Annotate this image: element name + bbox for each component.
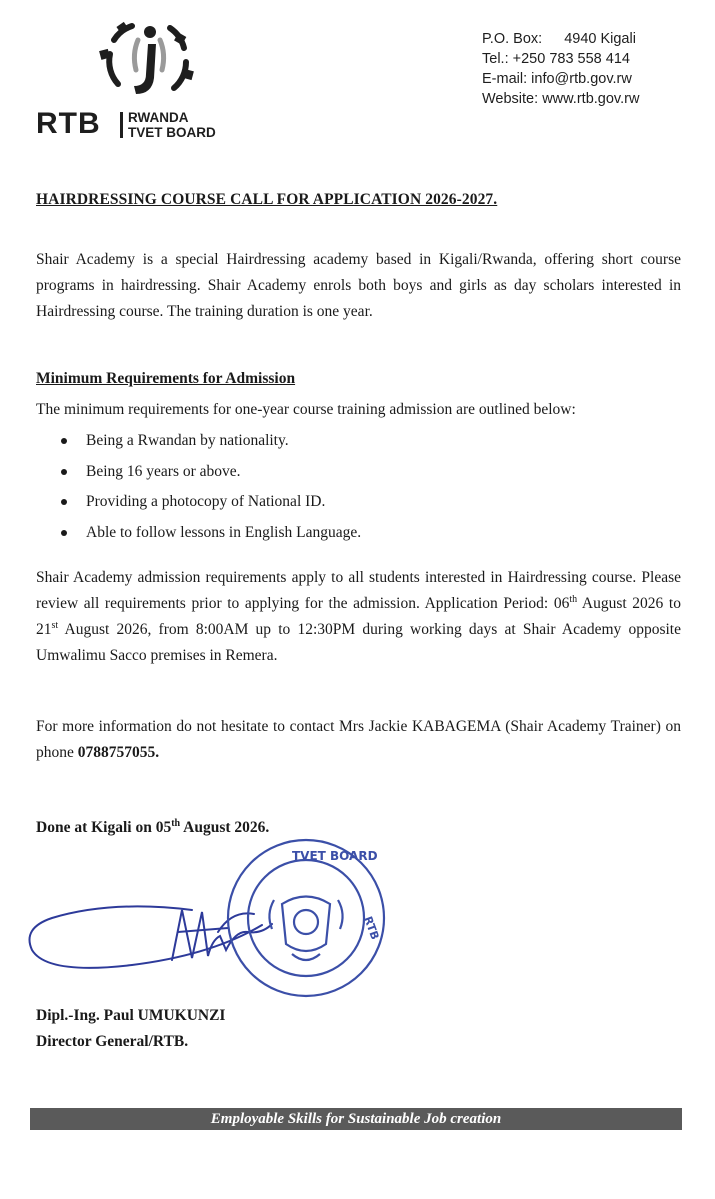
- stamp-side-text: RTB: [361, 914, 382, 942]
- requirement-text: Being 16 years or above.: [86, 462, 241, 480]
- period-rest: August 2026, from 8:00AM up to 12:30PM during working days at Shair Academy opposite Umwalimu Sacco premises in Remera.: [36, 621, 681, 664]
- contact-text: For more information do not hesitate to contact Mrs Jackie KABAGEMA (Shair Academy Trainer) on phone: [36, 718, 681, 761]
- done-sup: th: [171, 817, 181, 829]
- rtb-logo: [36, 14, 246, 140]
- logo-subtitle-line2: TVET BOARD: [128, 125, 216, 140]
- website-label: Website:: [482, 91, 539, 107]
- tel-value: +250 783 558 414: [512, 51, 630, 67]
- email-label: E-mail:: [482, 71, 528, 87]
- period-sup-start: th: [569, 593, 578, 605]
- done-suffix: August 2026.: [180, 819, 270, 836]
- logo-subtitle-line1: RWANDA: [128, 110, 189, 125]
- logo-subtitle: [128, 110, 216, 140]
- tel-label: Tel.:: [482, 51, 509, 67]
- contact-tel: [482, 49, 639, 69]
- contact-website: [482, 89, 639, 109]
- gear-person-logo-icon: [88, 14, 198, 110]
- pobox-label: P.O. Box:: [482, 31, 543, 47]
- bullet-icon: [61, 438, 67, 444]
- requirement-text: Providing a photocopy of National ID.: [86, 493, 326, 510]
- requirements-intro: The minimum requirements for one-year course training admission are outlined below:: [36, 401, 576, 418]
- contact-block: [482, 29, 639, 109]
- contact-phone: 0788757055.: [77, 744, 160, 761]
- list-item: [36, 520, 361, 551]
- list-item: [36, 459, 361, 490]
- signer-block: [36, 1003, 225, 1055]
- done-prefix: Done at Kigali on 05: [36, 819, 172, 836]
- requirement-text: Being a Rwandan by nationality.: [86, 432, 289, 449]
- footer-slogan: Employable Skills for Sustainable Job creation: [210, 1111, 502, 1127]
- intro-paragraph: Shair Academy is a special Hairdressing academy based in Kigali/Rwanda, offering short course programs in hairdressing. Shair Academy enrols both boys and girls as day scholars interested in Hairdressing course. The training duration is one year.: [36, 251, 681, 320]
- list-item: [36, 489, 361, 520]
- requirements-list: [36, 428, 361, 550]
- contact-email: [482, 69, 639, 89]
- period-sup-end: st: [51, 619, 59, 631]
- list-item: [36, 428, 361, 459]
- admission-note: Shair Academy admission requirements apply to all students interested in Hairdressing course. Please review all requirements prior to applying for the admission.: [36, 569, 681, 612]
- email-value[interactable]: info@rtb.gov.rw: [531, 71, 632, 87]
- footer-slogan-bar: [30, 1108, 682, 1130]
- document-title: HAIRDRESSING COURSE CALL FOR APPLICATION 2026-2027.: [36, 191, 498, 208]
- signer-title: Director General/RTB.: [36, 1033, 189, 1050]
- logo-divider: [120, 112, 123, 138]
- period-label: Application Period: 06: [424, 595, 570, 612]
- signer-name: Dipl.-Ing. Paul UMUKUNZI: [36, 1007, 226, 1024]
- bullet-icon: [61, 469, 67, 475]
- contact-pobox: [482, 29, 639, 49]
- admission-paragraph: [36, 565, 681, 669]
- requirement-text: Able to follow lessons in English Language.: [86, 523, 362, 541]
- stamp-top-text: TVET BOARD: [292, 849, 378, 863]
- period-middle: August 2026 to 21: [36, 595, 681, 638]
- contact-paragraph: [36, 714, 681, 766]
- requirements-heading: Minimum Requirements for Admission: [36, 370, 296, 387]
- pobox-value: 4940 Kigali: [564, 31, 636, 47]
- official-stamp-icon: [222, 834, 390, 1002]
- bullet-icon: [61, 499, 67, 505]
- website-value[interactable]: www.rtb.gov.rw: [542, 91, 640, 107]
- bullet-icon: [61, 530, 67, 536]
- logo-rtb-text: RTB: [36, 107, 101, 140]
